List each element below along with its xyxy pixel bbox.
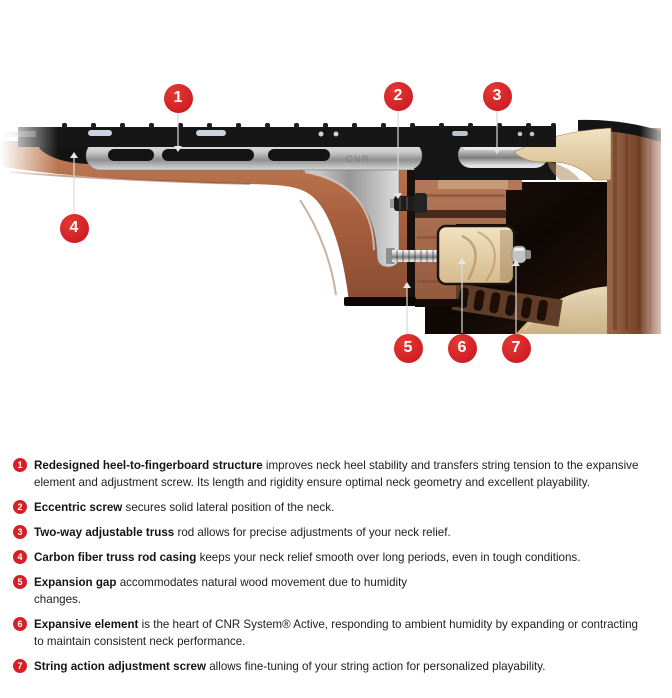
legend-item-6 bbox=[13, 616, 661, 650]
legend-text-1 bbox=[34, 457, 646, 491]
callout-2-number: 2 bbox=[393, 87, 403, 104]
legend-bullet-6: 6 bbox=[13, 617, 27, 631]
legend-text-4 bbox=[34, 549, 580, 566]
legend-text-2 bbox=[34, 499, 334, 516]
legend-item-1 bbox=[13, 457, 661, 491]
callout-6 bbox=[448, 334, 477, 363]
callout-6-number: 6 bbox=[457, 339, 467, 356]
legend-bullet-3: 3 bbox=[13, 525, 27, 539]
expansive-element bbox=[438, 226, 514, 284]
legend-bullet-4: 4 bbox=[13, 550, 27, 564]
legend-bullet-1: 1 bbox=[13, 458, 27, 472]
legend-item-4 bbox=[13, 549, 661, 566]
legend-text-3 bbox=[34, 524, 451, 541]
legend-term-3: Two-way adjustable truss bbox=[34, 526, 175, 539]
legend-desc-6: is the heart of CNR System® Active, responding to ambient humidity by expanding or contracting to maintain consistent neck performance. bbox=[34, 618, 639, 648]
callout-4 bbox=[60, 214, 89, 243]
legend-item-5 bbox=[13, 574, 661, 608]
legend-desc-2: secures solid lateral position of the neck. bbox=[122, 501, 335, 514]
legend-text-6 bbox=[34, 616, 646, 650]
expansion-gap bbox=[407, 170, 415, 303]
legend-desc-5: accommodates natural wood movement due to humidity changes. bbox=[34, 576, 408, 606]
legend-item-3 bbox=[13, 524, 661, 541]
cnr-stamp-label: CNR bbox=[346, 154, 370, 164]
threaded-rod bbox=[386, 248, 444, 264]
callout-3-number: 3 bbox=[492, 87, 502, 104]
legend-desc-3: rod allows for precise adjustments of your neck relief. bbox=[174, 526, 451, 539]
legend-desc-7: allows fine-tuning of your string action for personalized playability. bbox=[206, 660, 546, 673]
callout-7-number: 7 bbox=[511, 339, 521, 356]
legend-term-7: String action adjustment screw bbox=[34, 660, 207, 673]
callout-1-number: 1 bbox=[173, 89, 183, 106]
legend-bullet-5: 5 bbox=[13, 575, 27, 589]
legend-item-7 bbox=[13, 658, 661, 675]
legend-item-2 bbox=[13, 499, 661, 516]
callout-5-number: 5 bbox=[403, 339, 413, 356]
legend-desc-4: keeps your neck relief smooth over long periods, even in tough conditions. bbox=[196, 551, 581, 564]
legend-term-1: Redesigned heel-to-fingerboard structure bbox=[34, 459, 263, 472]
callout-1 bbox=[164, 84, 193, 113]
legend-term-4: Carbon fiber truss rod casing bbox=[34, 551, 197, 564]
callout-4-number: 4 bbox=[69, 219, 79, 236]
callout-5 bbox=[394, 334, 423, 363]
callout-2 bbox=[384, 82, 413, 111]
legend-text-5 bbox=[34, 574, 414, 608]
legend-bullet-2: 2 bbox=[13, 500, 27, 514]
legend bbox=[13, 457, 661, 683]
legend-text-7 bbox=[34, 658, 545, 675]
legend-bullet-7: 7 bbox=[13, 659, 27, 673]
legend-term-2: Eccentric screw bbox=[34, 501, 123, 514]
callout-7 bbox=[502, 334, 531, 363]
legend-term-6: Expansive element bbox=[34, 618, 139, 631]
legend-desc-1: improves neck heel stability and transfers string tension to the expansive element and adjustment screw. Its length and rigidity ensure optimal neck geometry and excellent playability. bbox=[34, 459, 639, 489]
callout-3 bbox=[483, 82, 512, 111]
legend-term-5: Expansion gap bbox=[34, 576, 117, 589]
